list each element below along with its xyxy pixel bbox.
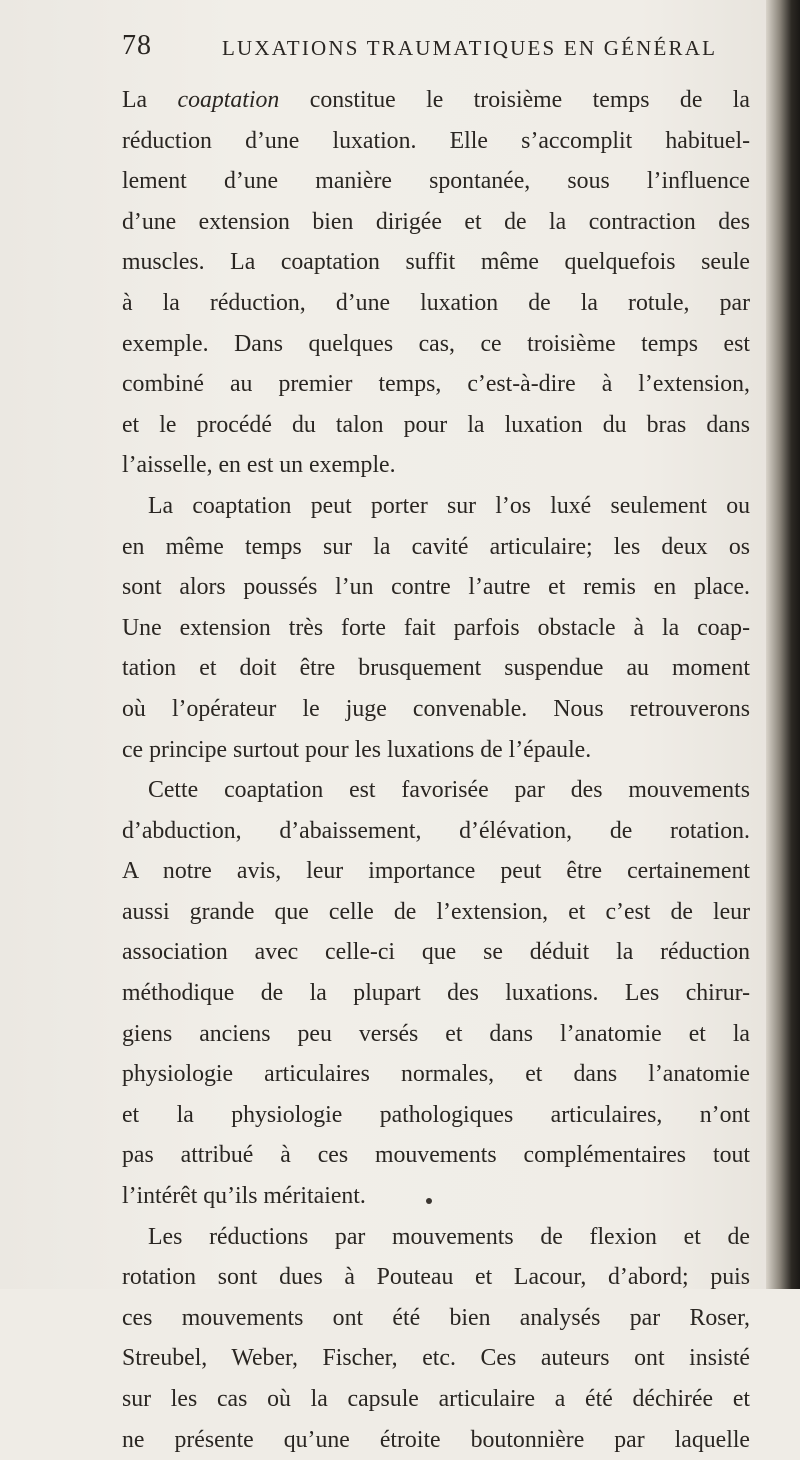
text-line: Streubel, Weber, Fischer, etc. Ces auteurs ont insisté — [122, 1345, 750, 1372]
text-line: ces mouvements ont été bien analysés par Roser, — [122, 1304, 750, 1331]
text-line: sont alors poussés l’un contre l’autre et remis en place. — [122, 574, 750, 601]
text-line: l’intérêt qu’ils méritaient. — [122, 1183, 366, 1210]
text-line: et la physiologie pathologiques articulaires, n’ont — [122, 1101, 750, 1128]
text-line: à la réduction, d’une luxation de la rotule, par — [122, 289, 750, 316]
text-line: La coaptation constitue le troisième temps de la — [122, 87, 750, 113]
text-line: l’aisselle, en est un exemple. — [122, 452, 396, 479]
text-line: giens anciens peu versés et dans l’anatomie et la — [122, 1020, 750, 1047]
text-line: où l’opérateur le juge convenable. Nous retrouverons — [122, 695, 750, 722]
text-line: aussi grande que celle de l’extension, et c’est de leur — [122, 898, 750, 925]
text-line: rotation sont dues à Pouteau et Lacour, d’abord; puis — [122, 1264, 750, 1291]
ink-dot-mark — [426, 1198, 432, 1204]
text-line: ne présente qu’une étroite boutonnière par laquelle — [122, 1426, 750, 1453]
emphasis-term: coaptation — [177, 87, 280, 113]
text-line: méthodique de la plupart des luxations. Les chirur- — [122, 980, 750, 1007]
text-line: Les réductions par mouvements de flexion et de — [148, 1223, 750, 1250]
page-header — [122, 30, 742, 70]
book-spine-edge — [766, 0, 800, 1289]
text-line: physiologie articulaires normales, et dans l’anatomie — [122, 1061, 750, 1088]
text-line: lement d’une manière spontanée, sous l’influence — [122, 168, 750, 195]
text-line: Cette coaptation est favorisée par des mouvements — [148, 777, 750, 804]
body-text — [122, 80, 750, 1460]
text-line: association avec celle-ci que se déduit la réduction — [122, 939, 750, 966]
text-line: sur les cas où la capsule articulaire a été déchirée et — [122, 1386, 750, 1412]
text-line: La coaptation peut porter sur l’os luxé seulement ou — [148, 492, 750, 519]
text-line: en même temps sur la cavité articulaire; les deux os — [122, 533, 750, 560]
text-line: Une extension très forte fait parfois obstacle à la coap- — [122, 614, 750, 641]
text-line: d’abduction, d’abaissement, d’élévation, de rotation. — [122, 817, 750, 844]
text-line: A notre avis, leur importance peut être certainement — [122, 858, 750, 885]
text-line: muscles. La coaptation suffit même quelquefois seule — [122, 249, 750, 276]
running-title: LUXATIONS TRAUMATIQUES EN GÉNÉRAL — [222, 36, 718, 60]
text-line: pas attribué à ces mouvements complémentaires tout — [122, 1142, 750, 1169]
page-number: 78 — [122, 30, 152, 61]
text-line: et le procédé du talon pour la luxation du bras dans — [122, 411, 750, 438]
text-line: réduction d’une luxation. Elle s’accomplit habituel- — [122, 127, 750, 154]
text-line: tation et doit être brusquement suspendue au moment — [122, 655, 750, 682]
text-line: d’une extension bien dirigée et de la contraction des — [122, 208, 750, 235]
text-line: ce principe surtout pour les luxations de l’épaule. — [122, 736, 592, 763]
text-line: combiné au premier temps, c’est-à-dire à l’extension, — [122, 371, 750, 398]
text-line: exemple. Dans quelques cas, ce troisième temps est — [122, 330, 750, 357]
